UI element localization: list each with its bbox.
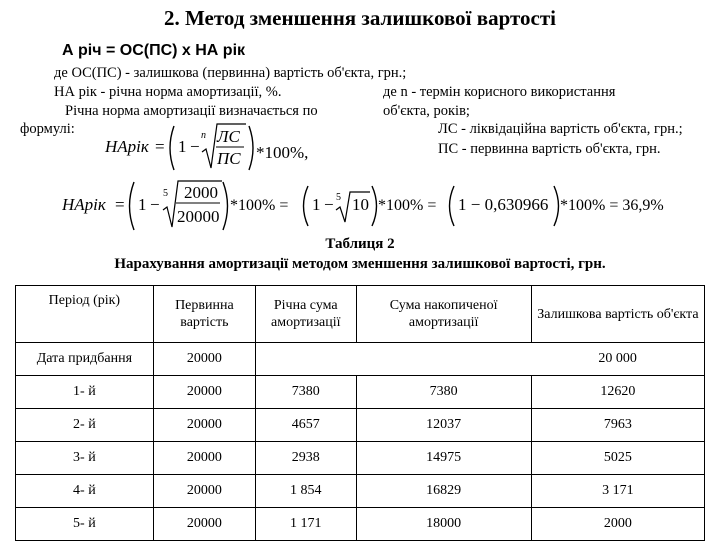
- table-cell: 20000: [153, 508, 255, 541]
- table-row: [16, 343, 705, 376]
- table-cell: 18000: [356, 508, 531, 541]
- table-header-cell: Період (рік): [16, 286, 154, 343]
- formula1-den: ПС: [217, 149, 241, 168]
- table-cell: 1- й: [16, 376, 154, 409]
- formula1-left-paren: [170, 126, 174, 170]
- definition-pc: ПС - первинна вартість об'єкта, грн.: [438, 141, 661, 157]
- table-cell: 12037: [356, 409, 531, 442]
- formula2-den: 20000: [177, 207, 220, 226]
- table-cell: 3- й: [16, 442, 154, 475]
- table-header-cell: Річна сума амортизації: [256, 286, 356, 343]
- table-cell: 5025: [531, 442, 704, 475]
- formula1-eq: =: [155, 137, 165, 156]
- formula1-tail: *100%,: [256, 143, 309, 162]
- formula1-right-paren: [249, 126, 253, 170]
- definition-na: НА рік - річна норма амортизації, %.: [54, 84, 282, 100]
- formula2-paren2-right: [372, 186, 377, 226]
- table-header-cell: Сума накопиченої амортизації: [356, 286, 531, 343]
- formula2-paren2-minus: −: [324, 195, 334, 214]
- table-cell: Дата придбання: [16, 343, 154, 376]
- formula1-minus: −: [190, 137, 200, 156]
- table-cell: 4657: [256, 409, 356, 442]
- table-cell: 12620: [531, 376, 704, 409]
- formula2-root2-index: 5: [336, 192, 341, 203]
- table-caption-title: Нарахування амортизації методом зменшення залишкової вартості, грн.: [114, 256, 606, 272]
- formula1-lhs: НАрік: [105, 137, 149, 156]
- table-cell: 14975: [356, 442, 531, 475]
- table-cell: 1 854: [256, 475, 356, 508]
- formula2-mult2: *100% =: [378, 197, 437, 214]
- table-cell: 20000: [153, 475, 255, 508]
- definition-n-line2: об'єкта, років;: [383, 103, 470, 119]
- formula2-minus: −: [150, 195, 160, 214]
- formula2-result: *100% = 36,9%: [560, 197, 664, 214]
- table-cell: 7380: [256, 376, 356, 409]
- formula2-num: 2000: [184, 183, 218, 202]
- formula2-root-index: 5: [163, 188, 168, 199]
- formula2-paren2-left: [304, 186, 309, 226]
- table-cell: 20000: [153, 409, 255, 442]
- formula1-num: ЛС: [217, 127, 240, 146]
- formula1-one: 1: [178, 137, 187, 156]
- formula2-root2-arg: 10: [352, 195, 369, 214]
- table-cell: 7380: [356, 376, 531, 409]
- table-row: [16, 409, 705, 442]
- table-row: [16, 442, 705, 475]
- formula2-paren3-right: [554, 186, 559, 226]
- table-header-row: [16, 286, 705, 343]
- depreciation-table: [15, 285, 705, 541]
- formula-rate-general: [100, 118, 340, 178]
- table-cell: 20000: [153, 343, 255, 376]
- table-header-cell: Залишкова вартість об'єкта: [531, 286, 704, 343]
- definition-rate-line2: формулі:: [20, 121, 75, 137]
- table-cell: 3 171: [531, 475, 704, 508]
- page-title: 2. Метод зменшення залишкової вартості: [164, 6, 556, 30]
- table-cell: 20000: [153, 376, 255, 409]
- table-cell: 7963: [531, 409, 704, 442]
- formula2-left-paren: [130, 182, 135, 230]
- formula2-eq: =: [115, 195, 125, 214]
- table-cell: 20 000: [531, 343, 704, 376]
- formula2-paren3-left: [450, 186, 455, 226]
- definition-lc: ЛС - ліквідаційна вартість об'єкта, грн.;: [438, 121, 683, 137]
- definition-rate-line1: Річна норма амортизації визначається по: [65, 103, 318, 119]
- table-cell: 20000: [153, 442, 255, 475]
- formula2-paren2-one: 1: [312, 195, 321, 214]
- table-row: [16, 475, 705, 508]
- table-cell: [256, 343, 356, 376]
- main-formula: А річ = ОС(ПС) х НА рік: [62, 42, 246, 59]
- table-cell: 2938: [256, 442, 356, 475]
- table-caption-number: Таблиця 2: [325, 236, 395, 252]
- table-cell: 5- й: [16, 508, 154, 541]
- table-cell: 2000: [531, 508, 704, 541]
- table-cell: 2- й: [16, 409, 154, 442]
- formula1-root-index: n: [201, 130, 206, 141]
- table-row: [16, 508, 705, 541]
- table-cell: 1 171: [256, 508, 356, 541]
- table-row: [16, 376, 705, 409]
- formula2-lhs: НАрік: [62, 195, 106, 214]
- definition-n-line1: де n - термін корисного використання: [383, 84, 616, 100]
- formula2-mult1: *100% =: [230, 197, 289, 214]
- formula-rate-calculation: [62, 178, 702, 238]
- table-cell: 16829: [356, 475, 531, 508]
- formula2-one: 1: [138, 195, 147, 214]
- formula2-paren3-content: 1 − 0,630966: [458, 195, 549, 214]
- table-cell: [356, 343, 531, 376]
- formula2-right-paren: [223, 182, 228, 230]
- definition-os: де ОС(ПС) - залишкова (первинна) вартість об'єкта, грн.;: [54, 65, 407, 81]
- table-header-cell: Первинна вартість: [153, 286, 255, 343]
- table-cell: 4- й: [16, 475, 154, 508]
